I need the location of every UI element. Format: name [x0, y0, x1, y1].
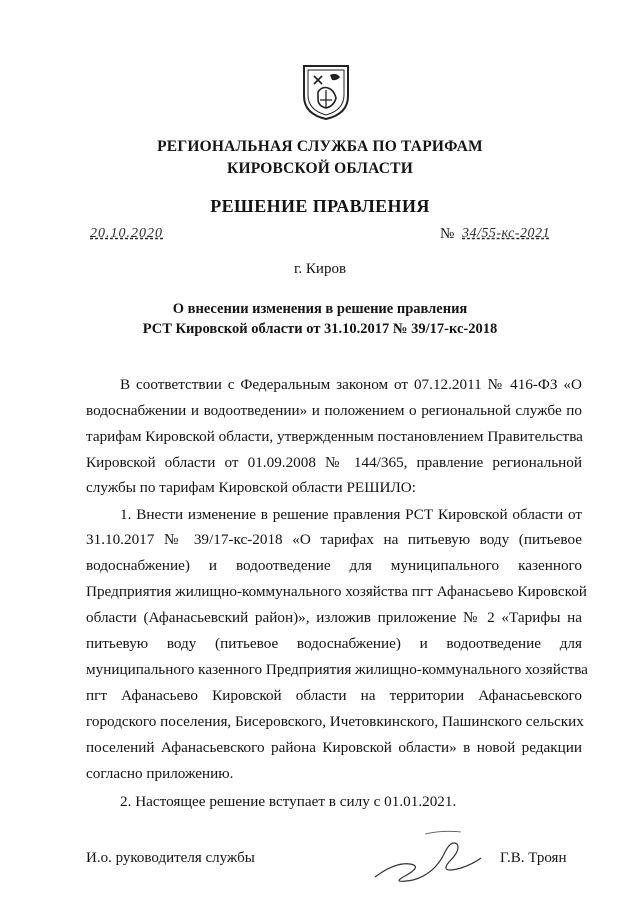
- org-name-line1: РЕГИОНАЛЬНАЯ СЛУЖБА ПО ТАРИФАМ: [157, 138, 483, 155]
- kirov-oblast-coat-of-arms-icon: [300, 62, 352, 122]
- item1-line: питьевую воду (питьевое водоснабжение) и водоотведение для: [86, 635, 582, 652]
- item1-line: Предприятия жилищно-коммунального хозяйства пгт Афанасьево Кировской: [86, 583, 587, 600]
- preamble-line: водоснабжении и водоотведении» и положением о региональной службе по: [86, 402, 582, 419]
- item1-line: согласно приложению.: [86, 765, 234, 782]
- preamble-line: службы по тарифам Кировской области РЕШИЛО:: [86, 479, 416, 496]
- item1-line: поселений Афанасьевского района Кировской области» в новой редакции: [86, 739, 582, 756]
- item1-line: муниципального казенного Предприятия жилищно-коммунального хозяйства: [86, 661, 588, 678]
- document-number: 34/55-кс-2021: [462, 226, 550, 241]
- item1-line: пгт Афанасьево Кировской области на территории Афанасьевского: [86, 687, 582, 704]
- item1-line: 1. Внести изменение в решение правления РСТ Кировской области от: [120, 506, 582, 523]
- preamble-line: Кировской области от 01.09.2008 № 144/365, правление региональной: [86, 454, 582, 471]
- org-name-line2: КИРОВСКОЙ ОБЛАСТИ: [227, 160, 413, 177]
- item1-line: водоснабжение) и водоотведение для муниципального казенного: [86, 557, 582, 574]
- signatory-position: И.о. руководителя службы: [86, 850, 255, 866]
- subject-line2: РСТ Кировской области от 31.10.2017 № 39/17-кс-2018: [142, 321, 498, 337]
- item2-line: 2. Настоящее решение вступает в силу с 01.01.2021.: [120, 793, 457, 810]
- signatory-name: Г.В. Троян: [500, 850, 567, 866]
- preamble-line: В соответствии с Федеральным законом от 07.12.2011 № 416-ФЗ «О: [120, 376, 582, 393]
- handwritten-signature: [365, 822, 485, 892]
- city: г. Киров: [293, 261, 347, 277]
- preamble-line: тарифам Кировской области, утвержденным постановлением Правительства: [86, 428, 583, 445]
- subject-line1: О внесении изменения в решение правления: [172, 301, 468, 317]
- document-type-title: РЕШЕНИЕ ПРАВЛЕНИЯ: [210, 196, 430, 216]
- item1-line: 31.10.2017 № 39/17-кс-2018 «О тарифах на питьевую воду (питьевое: [86, 531, 582, 548]
- number-sign: №: [440, 226, 455, 242]
- document-date: 20.10.2020: [90, 226, 163, 241]
- item1-line: области (Афанасьевский район)», изложив приложение № 2 «Тарифы на: [86, 609, 582, 626]
- item1-line: городского поселения, Бисеровского, Ичетовкинского, Пашинского сельских: [86, 713, 584, 730]
